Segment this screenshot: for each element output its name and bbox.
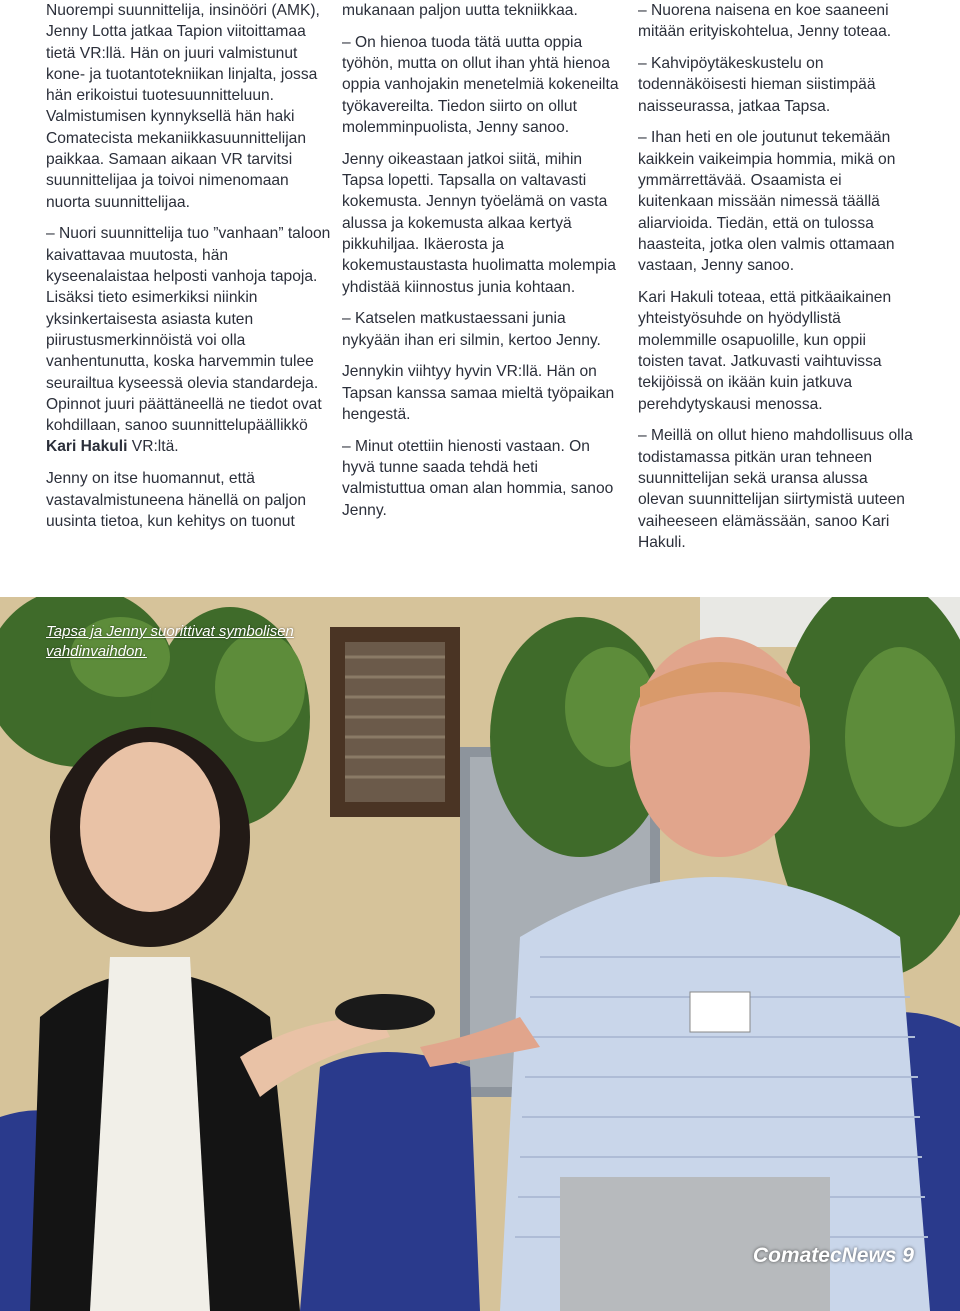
paragraph: – Nuorena naisena en koe saaneeni mitään erityiskohtelua, Jenny toteaa. (638, 2, 892, 41)
paragraph: – Meillä on ollut hieno mahdollisuus olla todistamassa pitkän uran tehneen suunnittelijan sekä uransa alussa olevan suunnittelijan siirtymistä uuteen vaiheeseen elämässään, sanoo Kari Hakuli. (638, 427, 913, 551)
paragraph-text: – Nuori suunnittelija tuo ”vanhaan” taloon kaivattavaa muutosta, hän kyseenalaistaa helposti vanhoja tapoja. Lisäksi tieto esimerkiksi niinkin yksinkertaisesta asiasta kuten piirustusmerkinnöistä voi olla vanhentunutta, koska harvemmin tulee seurailtua kyseessä olevia standardeja. Opinnot juuri päättäneellä ne tiedot ovat kohdillaan, sanoo suunnittelupäällikkö (46, 225, 331, 435)
paragraph: Nuorempi suunnittelija, insinööri (AMK), Jenny Lotta jatkaa Tapion viitoittamaa tietä VR:llä. Hän on juuri valmistunut kone- ja tuotantotekniikan linjalta, jossa hän erikoistui tuotesuunnitteluun. Valmistumisen kynnyksellä hän haki Comatecista mekaniikkasuunnittelijan paikkaa. Samaan aikaan VR tarvitsi suunnittelijaa ja toivoi nimenomaan nuorta suunnittelijaa. (46, 2, 320, 211)
article-photo (0, 597, 960, 1311)
paragraph: – Katselen matkustaessani junia nykyään ihan eri silmin, kertoo Jenny. (342, 310, 601, 349)
person-name: Kari Hakuli (46, 438, 128, 456)
paragraph: – Kahvipöytäkeskustelu on todennäköisesti hieman siistimpää naisseurassa, jatkaa Tapsa. (638, 55, 876, 115)
publication-footer: ComatecNews 9 (752, 1244, 914, 1267)
paragraph: Kari Hakuli toteaa, että pitkäaikainen yhteistyösuhde on hyödyllistä molemmille osapuolille, kun oppii toisten tavat. Jatkuvasti vaihtuvissa tekijöissä on ikään kuin jatkuva perehdytyskausi menossa. (638, 289, 892, 413)
paragraph: Jenny on itse huomannut, että vastavalmistuneena hänellä on paljon uusinta tietoa, kun kehitys on tuonut (46, 470, 307, 530)
paragraph (46, 223, 331, 457)
photo-caption: Tapsa ja Jenny suorittivat symbolisen vahdinvaihdon. (46, 623, 294, 660)
paragraph: Jenny oikeastaan jatkoi siitä, mihin Tapsa lopetti. Tapsalla on valtavasti kokemusta. Jennyn työelämä on vasta alussa ja kokemusta alkaa kertyä pikkuhiljaa. Ikäerosta ja kokemustaustasta huolimatta molempia yhdistää kiinnostus junia kohtaan. (342, 150, 616, 296)
paragraph: Jennykin viihtyy hyvin VR:llä. Hän on Tapsan kanssa samaa mieltä työpaikan hengestä. (342, 363, 615, 424)
paragraph: mukanaan paljon uutta tekniikkaa. (342, 2, 578, 19)
article-column-3 (638, 0, 916, 564)
paragraph-suffix: VR:ltä. (127, 438, 179, 456)
article-column-1 (46, 0, 331, 543)
paragraph: – Minut otettiin hienosti vastaan. On hyvä tunne saada tehdä heti valmistuttua oman alan hommia, sanoo Jenny. (342, 437, 614, 519)
article-column-2 (342, 0, 620, 532)
paragraph: – Ihan heti en ole joutunut tekemään kaikkein vaikeimpia hommia, mikä on ymmärrettävää. Osaamista ei kuitenkaan missään nimessä täällä aliarvioida. Tiedän, että on tulossa haasteita, jotka olen valmis ottamaan vastaan, Jenny sanoo. (638, 129, 896, 275)
paragraph: – On hienoa tuoda tätä uutta oppia työhön, mutta on ollut ihan yhtä hienoa oppia vanhojakin menetelmiä kokeneilta työkavereilta. Tiedon siirto on ollut molemminpuolista, Jenny sanoo. (342, 33, 619, 136)
photo-illustration (0, 597, 960, 1311)
